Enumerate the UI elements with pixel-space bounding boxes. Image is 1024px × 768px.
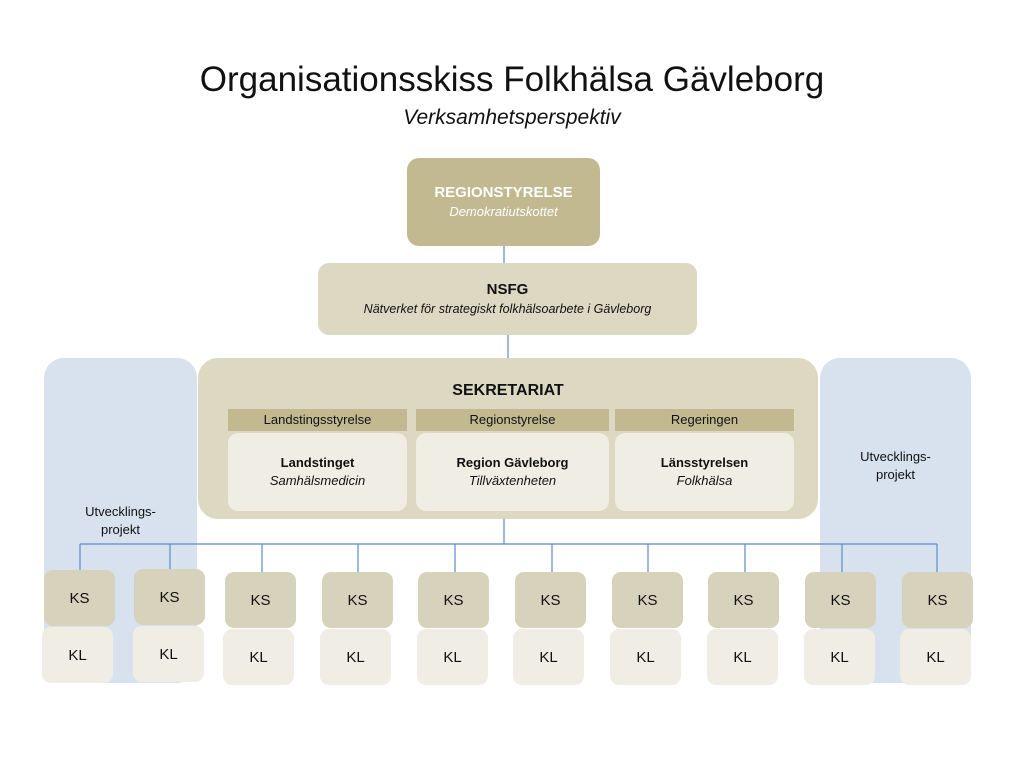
kl-box-5: KL	[417, 629, 488, 685]
utvecklingsprojekt-right-line2: projekt	[875, 467, 916, 482]
utvecklingsprojekt-right-line1: Utvecklings-	[860, 449, 931, 464]
ks-box-2: KS	[134, 569, 205, 625]
ks-box-5: KS	[418, 572, 489, 628]
regionstyrelse-box	[407, 158, 600, 246]
sekretariat-header-2: Regionstyrelse	[416, 409, 609, 431]
kl-box-10: KL	[900, 629, 971, 685]
kl-box-2: KL	[133, 626, 204, 682]
sekretariat-unit-1	[228, 433, 407, 511]
sekretariat-header-1: Landstingsstyrelse	[228, 409, 407, 431]
sekretariat-unit-2-name: Region Gävleborg	[456, 455, 569, 470]
ks-box-3: KS	[225, 572, 296, 628]
ks-box-7: KS	[612, 572, 683, 628]
page-subtitle: Verksamhetsperspektiv	[403, 106, 621, 129]
utvecklingsprojekt-left-line2: projekt	[100, 521, 140, 537]
sekretariat-unit-3	[615, 433, 794, 511]
nsfg-box	[318, 263, 697, 335]
nsfg-subtitle: Nätverket för strategiskt folkhälsoarbete i Gävleborg	[363, 302, 652, 316]
ks-box-8: KS	[708, 572, 779, 628]
sekretariat-unit-1-name: Landstinget	[280, 455, 355, 470]
kl-box-9: KL	[804, 629, 875, 685]
kl-box-4: KL	[320, 629, 391, 685]
sekretariat-unit-2	[416, 433, 609, 511]
ks-box-1: KS	[44, 570, 115, 626]
nsfg-title: NSFG	[486, 281, 529, 298]
sekretariat-header-3: Regeringen	[615, 409, 794, 431]
kl-box-7: KL	[610, 629, 681, 685]
regionstyrelse-subtitle: Demokratiutskottet	[449, 204, 558, 219]
sekretariat-unit-2-dept: Tillväxtenheten	[468, 473, 557, 488]
kl-box-3: KL	[223, 629, 294, 685]
sekretariat-title: SEKRETARIAT	[452, 382, 564, 399]
ks-box-10: KS	[902, 572, 973, 628]
kl-box-6: KL	[513, 629, 584, 685]
utvecklingsprojekt-left-line1: Utvecklings-	[85, 503, 156, 519]
page-title: Organisationsskiss Folkhälsa Gävleborg	[199, 60, 825, 99]
ks-box-4: KS	[322, 572, 393, 628]
kl-box-1: KL	[42, 627, 113, 683]
ks-box-6: KS	[515, 572, 586, 628]
sekretariat-unit-3-name: Länsstyrelsen	[660, 455, 749, 470]
ks-box-9: KS	[805, 572, 876, 628]
kl-box-8: KL	[707, 629, 778, 685]
sekretariat-unit-3-dept: Folkhälsa	[676, 473, 733, 488]
sekretariat-unit-1-dept: Samhälsmedicin	[269, 473, 366, 488]
regionstyrelse-title: REGIONSTYRELSE	[434, 184, 573, 201]
